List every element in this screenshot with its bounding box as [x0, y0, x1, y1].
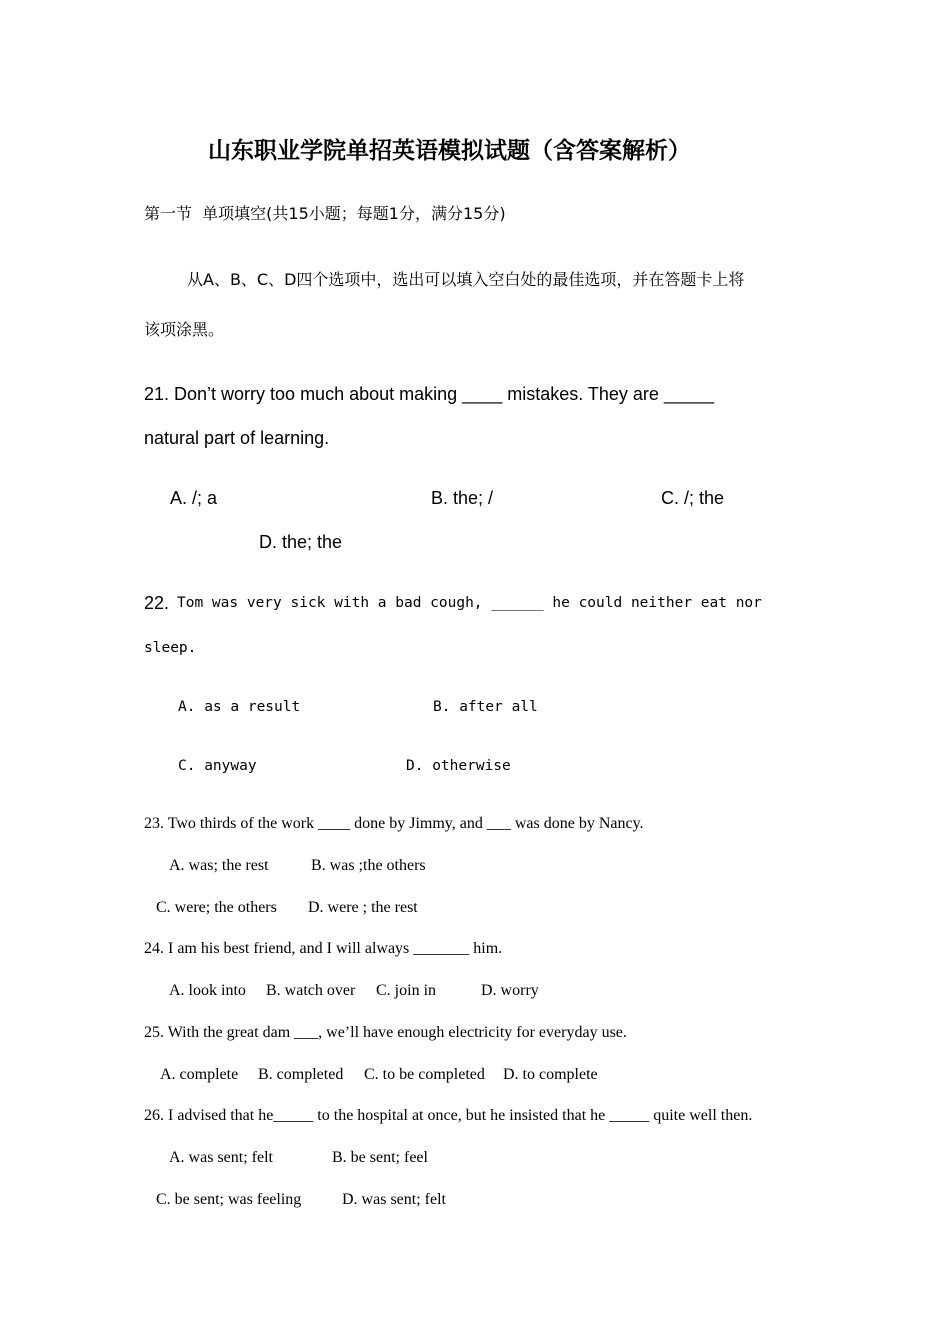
question-24-stem: 24. I am his best friend, and I will always _______ him. [144, 940, 503, 957]
question-24-option-c[interactable]: C. join in [376, 982, 437, 999]
question-23-option-b[interactable]: B. was ;the others [311, 857, 426, 874]
instruction-line-2: 该项涂黑。 [144, 320, 225, 339]
question-22-option-b[interactable]: B. after all [433, 699, 538, 715]
question-25-option-a[interactable]: A. complete [160, 1066, 239, 1083]
question-21-option-c[interactable]: C. /; the [661, 488, 725, 508]
question-24-option-a[interactable]: A. look into [169, 982, 246, 999]
question-22-stem-line-1: Tom was very sick with a bad cough, ______ he could neither eat nor [177, 595, 762, 611]
question-22-number: 22. [144, 593, 170, 613]
section-heading: 第一节 单项填空(共15小题；每题1分，满分15分) [144, 204, 506, 223]
question-21-option-d[interactable]: D. the; the [259, 532, 343, 552]
question-21-stem-line-1: 21. Don’t worry too much about making ____ mistakes. They are _____ [144, 384, 714, 404]
question-26-option-c[interactable]: C. be sent; was feeling [156, 1191, 302, 1208]
page-title: 山东职业学院单招英语模拟试题（含答案解析） [208, 137, 691, 164]
question-22-option-d[interactable]: D. otherwise [406, 758, 511, 774]
question-21-stem-line-2: natural part of learning. [144, 428, 330, 448]
question-21-option-a[interactable]: A. /; a [170, 488, 218, 508]
question-21-option-b[interactable]: B. the; / [431, 488, 494, 508]
instruction-line-1: 从A、B、C、D四个选项中，选出可以填入空白处的最佳选项，并在答题卡上将 [187, 270, 745, 289]
question-22-option-c[interactable]: C. anyway [178, 758, 257, 774]
question-22-option-a[interactable]: A. as a result [178, 699, 301, 715]
question-25-stem: 25. With the great dam ___, we’ll have enough electricity for everyday use. [144, 1024, 627, 1041]
question-26-option-b[interactable]: B. be sent; feel [332, 1149, 428, 1166]
question-25-option-b[interactable]: B. completed [258, 1066, 344, 1083]
question-25-option-c[interactable]: C. to be completed [364, 1066, 485, 1083]
question-23-option-c[interactable]: C. were; the others [156, 899, 277, 916]
question-26-option-d[interactable]: D. was sent; felt [342, 1191, 446, 1208]
question-23-option-a[interactable]: A. was; the rest [169, 857, 269, 874]
question-26-option-a[interactable]: A. was sent; felt [169, 1149, 273, 1166]
question-25-option-d[interactable]: D. to complete [503, 1066, 598, 1083]
question-22-stem-line-2: sleep. [144, 640, 197, 656]
question-23-option-d[interactable]: D. were ; the rest [308, 899, 418, 916]
question-23-stem: 23. Two thirds of the work ____ done by Jimmy, and ___ was done by Nancy. [144, 815, 644, 832]
question-24-option-d[interactable]: D. worry [481, 982, 539, 999]
question-24-option-b[interactable]: B. watch over [266, 982, 356, 999]
question-26-stem: 26. I advised that he_____ to the hospital at once, but he insisted that he _____ quite well then. [144, 1107, 753, 1124]
